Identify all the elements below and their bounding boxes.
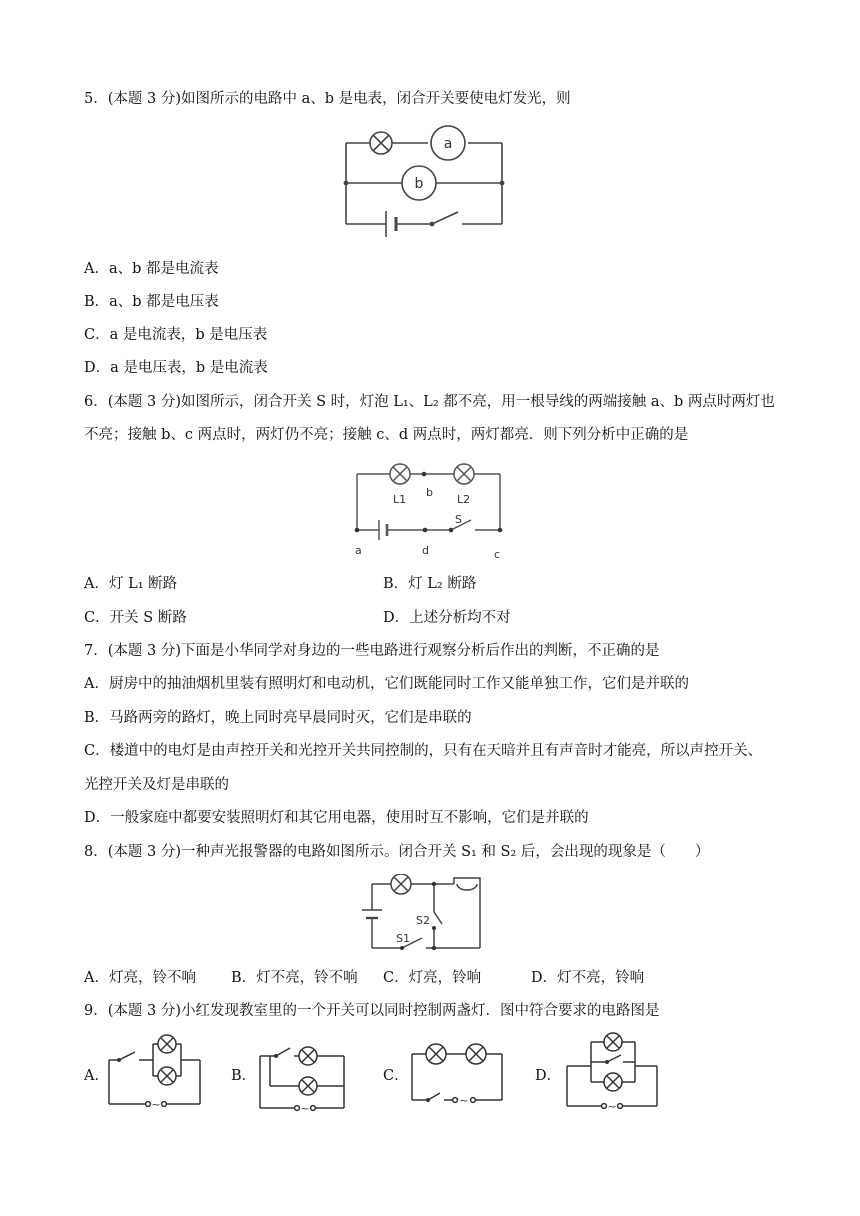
q8-option-c: C．灯亮，铃响 — [383, 970, 482, 986]
q9-stem: 9．(本题 3 分)小红发现教室里的一个开关可以同时控制两盏灯．图中符合要求的电路图是 — [84, 1003, 660, 1019]
q8-circuit-diagram — [362, 874, 498, 954]
q7-option-a: A．厨房中的抽油烟机里装有照明灯和电动机，它们既能同时工作又能单独工作，它们是并联的 — [84, 676, 689, 692]
q5-circuit-diagram — [340, 123, 510, 245]
label-L2: L2 — [457, 493, 471, 506]
label-d: d — [422, 544, 429, 557]
q5-stem: 5．(本题 3 分)如图所示的电路中 a、b 是电表，闭合开关要使电灯发光，则 — [84, 91, 571, 107]
ac-source-icon: ~ — [151, 1098, 161, 1111]
q5-option-a: A．a、b 都是电流表 — [84, 261, 219, 277]
label-c: c — [494, 548, 501, 561]
q9-option-a-circuit — [105, 1030, 205, 1112]
q5-option-d: D．a 是电压表，b 是电流表 — [84, 360, 268, 376]
q5-option-b: B．a、b 都是电压表 — [84, 294, 219, 310]
q6-option-b: B．灯 L₂ 断路 — [383, 576, 477, 592]
label-a: a — [355, 544, 362, 557]
q6-stem-line1: 6．(本题 3 分)如图所示，闭合开关 S 时，灯泡 L₁、L₂ 都不亮，用一根导线的两端接触 a、b 两点时两灯也 — [84, 394, 775, 410]
q9-option-c-label: C． — [383, 1068, 409, 1084]
q6-option-a: A．灯 L₁ 断路 — [84, 576, 178, 592]
q7-option-c-line2: 光控开关及灯是串联的 — [84, 777, 229, 793]
q5-option-c: C．a 是电流表，b 是电压表 — [84, 327, 268, 343]
meter-b-label: b — [414, 176, 424, 192]
label-S2: S2 — [416, 914, 430, 927]
label-S: S — [455, 513, 462, 526]
q9-option-c-circuit — [408, 1040, 508, 1108]
q6-stem-line2: 不亮；接触 b、c 两点时，两灯仍不亮；接触 c、d 两点时，两灯都亮．则下列分析中正确的是 — [84, 427, 689, 443]
label-L1: L1 — [393, 493, 407, 506]
q9-option-a-label: A． — [84, 1068, 109, 1084]
ac-source-icon: ~ — [459, 1094, 469, 1107]
q9-option-b-label: B． — [231, 1068, 257, 1084]
q9-option-b-circuit — [256, 1034, 352, 1116]
q8-option-a: A．灯亮，铃不响 — [84, 970, 196, 986]
meter-a-label: a — [443, 136, 453, 152]
q7-stem: 7．(本题 3 分)下面是小华同学对身边的一些电路进行观察分析后作出的判断，不正确的是 — [84, 643, 660, 659]
q9-option-d-label: D． — [535, 1068, 562, 1084]
q9-option-d-circuit — [563, 1028, 663, 1114]
q7-option-b: B．马路两旁的路灯，晚上同时亮早晨同时灭，它们是串联的 — [84, 710, 472, 726]
ac-source-icon: ~ — [607, 1100, 617, 1113]
q6-option-c: C．开关 S 断路 — [84, 610, 187, 626]
label-S1: S1 — [396, 932, 410, 945]
q8-option-b: B．灯不亮，铃不响 — [231, 970, 358, 986]
label-b: b — [426, 486, 433, 499]
q7-option-c-line1: C．楼道中的电灯是由声控开关和光控开关共同控制的，只有在天暗并且有声音时才能亮，所以声控开关、 — [84, 743, 763, 759]
q8-option-d: D．灯不亮，铃响 — [531, 970, 645, 986]
q6-option-d: D．上述分析均不对 — [383, 610, 511, 626]
q8-stem: 8．(本题 3 分)一种声光报警器的电路如图所示。闭合开关 S₁ 和 S₂ 后，会出现的现象是（ ） — [84, 844, 710, 860]
q7-option-d: D．一般家庭中都要安装照明灯和其它用电器，使用时互不影响，它们是并联的 — [84, 810, 589, 826]
q6-circuit-diagram — [353, 457, 508, 565]
ac-source-icon: ~ — [300, 1102, 310, 1115]
